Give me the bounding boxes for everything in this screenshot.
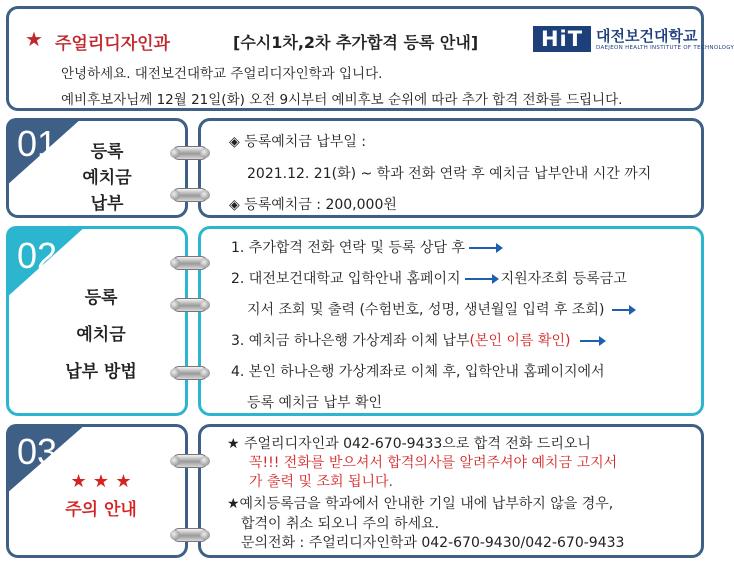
arrow-right-icon (469, 247, 501, 249)
notice-cancel: 합격이 취소 되오니 주의 하세요. (241, 516, 440, 532)
contact-phone: 문의전화 : 주얼리디자인학과 042-670-9430/042-670-9433 (241, 535, 625, 551)
step-2-text-c: 지서 조회 및 출력 (수험번호, 성명, 생년월일 입력 후 조회) (247, 302, 605, 318)
binder-ring-icon (172, 298, 208, 312)
step-4: 4. 본인 하나은행 가상계좌로 이체 후, 입학안내 홈페이지에서 (231, 364, 605, 380)
step-2 (231, 268, 627, 288)
step-3-text: 3. 예치금 하나은행 가상계좌 이체 납부 (231, 333, 470, 349)
notice-header (6, 6, 734, 111)
binder-ring-icon (172, 146, 208, 160)
section-03-label: 주의 안내 (65, 500, 137, 520)
university-name: 대전보건대학교 (596, 27, 698, 45)
step-3-name-check: (본인 이름 확인) (469, 333, 571, 349)
star-icon: ★ (25, 27, 43, 51)
section-02-label-line3: 납부 방법 (65, 362, 137, 382)
section-02-label-line1: 등록 (84, 288, 118, 308)
section-03-number: 03 (17, 431, 58, 472)
section-02-label-line2: 예치금 (76, 325, 126, 345)
binder-ring-icon (172, 528, 208, 542)
deposit-date-heading: ◈ 등록예치금 납부일 : (229, 134, 367, 150)
department-title: 주얼리디자인과 (55, 34, 170, 54)
step-2-cont (247, 299, 634, 319)
section-03-content-box (198, 424, 704, 558)
binder-ring-icon (172, 256, 208, 270)
university-name-en: DAEJEON HEALTH INSTITUTE OF TECHNOLOGY (596, 45, 734, 51)
binder-ring-icon (172, 188, 208, 202)
step-2-text-b: 지원자조회 등록금고 (500, 271, 627, 287)
arrow-right-icon (580, 340, 604, 342)
binder-ring-icon (172, 366, 208, 380)
binder-ring-icon (172, 454, 208, 468)
section-01-content-box (198, 118, 704, 218)
section-01-label-box (6, 118, 188, 218)
notice-must-answer-cont: 가 출력 및 조회 됩니다. (249, 474, 393, 490)
section-01-label-line3: 납부 (90, 194, 124, 214)
warning-stars: ★ ★ ★ (70, 471, 132, 492)
notice-must-answer: 꼭!!! 전화를 받으셔서 합격의사를 알려주셔야 예치금 고지서 (249, 455, 618, 471)
deposit-date-value: 2021.12. 21(화) ~ 학과 전화 연락 후 예치금 납부안내 시간 까지 (247, 166, 652, 182)
section-01-number: 01 (17, 123, 58, 164)
section-03-label-box (6, 424, 188, 558)
section-01-label-line2: 예치금 (82, 168, 132, 188)
step-1 (231, 237, 501, 257)
arrow-right-icon (612, 309, 634, 311)
step-4-cont: 등록 예치금 납부 확인 (247, 395, 383, 411)
greeting-text: 안녕하세요. 대전보건대학교 주얼리디자인학과 입니다. (61, 66, 383, 82)
section-02-content-box (198, 226, 704, 416)
step-1-text: 1. 추가합격 전화 연락 및 등록 상담 후 (231, 240, 465, 256)
notice-call: ★ 주얼리디자인과 042-670-9433으로 합격 전화 드리오니 (227, 436, 591, 452)
notice-deadline: ★예치등록금을 학과에서 안내한 기일 내에 납부하지 않을 경우, (227, 496, 614, 512)
section-02-label-box (6, 226, 188, 416)
call-schedule-text: 예비후보자님께 12월 21일(화) 오전 9시부터 예비후보 순위에 따라 추가 합격 전화를 드립니다. (61, 92, 623, 108)
arrow-right-icon (465, 278, 497, 280)
step-3 (231, 330, 604, 350)
section-01-label-line1: 등록 (90, 142, 124, 162)
deposit-amount: ◈ 등록예치금 : 200,000원 (229, 197, 397, 213)
hit-logo: HiT (533, 26, 591, 52)
notice-subtitle: [수시1차,2차 추가합격 등록 안내] (233, 33, 479, 52)
step-2-text-a: 2. 대전보건대학교 입학안내 홈페이지 (231, 271, 461, 287)
section-02-number: 02 (17, 235, 58, 276)
